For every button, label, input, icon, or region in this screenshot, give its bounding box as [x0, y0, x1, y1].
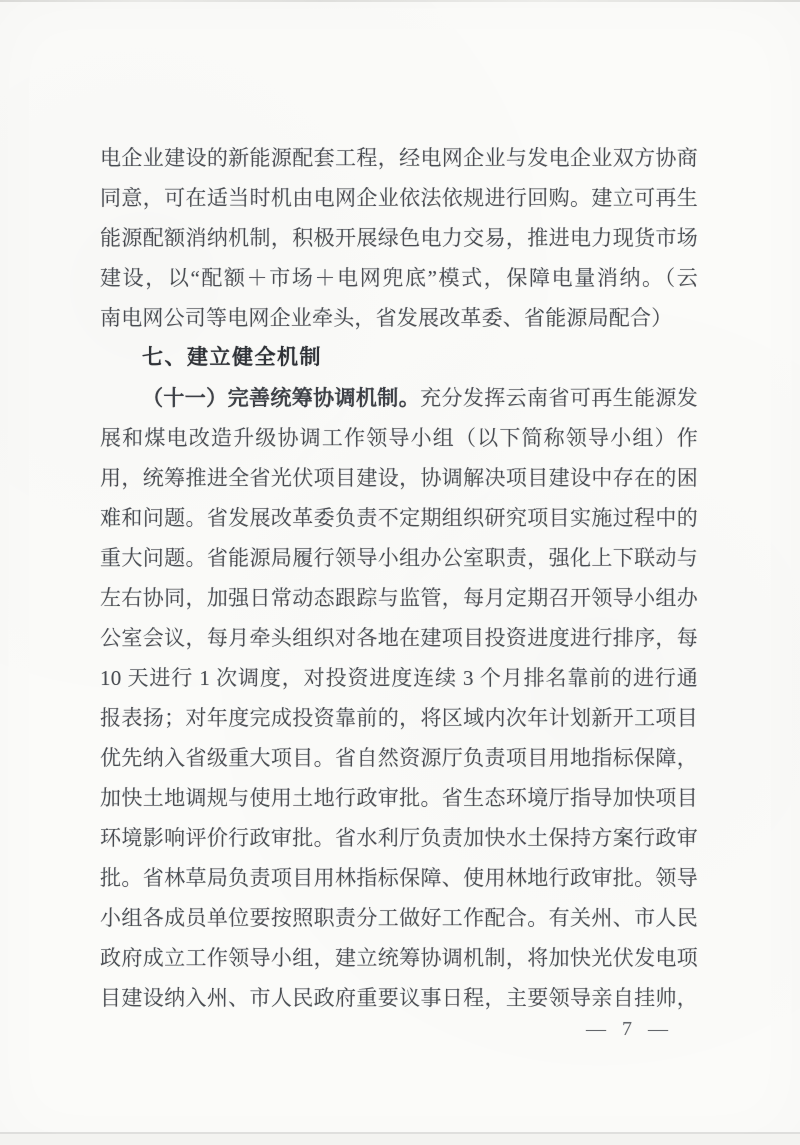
- page-number: — 7 —: [586, 1018, 669, 1040]
- body-line: 能源配额消纳机制，积极开展绿色电力交易，推进电力现货市场: [100, 226, 698, 250]
- body-line: 报表扬；对年度完成投资靠前的，将区域内次年计划新开工项目: [100, 706, 698, 730]
- scan-edge-top: [0, 0, 800, 2]
- document-body: [100, 138, 698, 1018]
- body-line: 用，统筹推进全省光伏项目建设，协调解决项目建设中存在的困: [100, 466, 698, 490]
- body-line: 加快土地调规与使用土地行政审批。省生态环境厅指导加快项目: [100, 786, 698, 810]
- body-text: 充分发挥云南省可再生能源发: [420, 386, 698, 410]
- body-line: 南电网公司等电网企业牵头，省发展改革委、省能源局配合）: [100, 306, 673, 330]
- body-line: 电企业建设的新能源配套工程，经电网企业与发电企业双方协商: [100, 146, 698, 170]
- body-line: 左右协同，加强日常动态跟踪与监管，每月定期召开领导小组办: [100, 586, 698, 610]
- subsection-title: （十一）完善统筹协调机制。: [142, 386, 421, 410]
- body-line: 批。省林草局负责项目用林指标保障、使用林地行政审批。领导: [100, 866, 698, 890]
- body-line: 建设，以“配额＋市场＋电网兜底”模式，保障电量消纳。（云: [100, 266, 698, 290]
- section-heading: 七、建立健全机制: [142, 346, 322, 369]
- body-line: [100, 378, 698, 418]
- body-line: 同意，可在适当时机由电网企业依法依规进行回购。建立可再生: [100, 186, 698, 210]
- body-line: 目建设纳入州、市人民政府重要议事日程，主要领导亲自挂帅，: [100, 986, 698, 1010]
- body-line: 10 天进行 1 次调度，对投资进度连续 3 个月排名靠前的进行通: [100, 666, 698, 690]
- body-line: 优先纳入省级重大项目。省自然资源厅负责项目用地指标保障，: [100, 746, 698, 770]
- body-line: 公室会议，每月牵头组织对各地在建项目投资进度进行排序，每: [100, 626, 698, 650]
- scan-edge-bottom-area: [0, 1134, 800, 1145]
- body-line: 展和煤电改造升级协调工作领导小组（以下简称领导小组）作: [100, 426, 698, 450]
- body-line: 环境影响评价行政审批。省水利厅负责加快水土保持方案行政审: [100, 826, 698, 850]
- body-line: 重大问题。省能源局履行领导小组办公室职责，强化上下联动与: [100, 546, 698, 570]
- body-line: 难和问题。省发展改革委负责不定期组织研究项目实施过程中的: [100, 506, 698, 530]
- body-line: 政府成立工作领导小组，建立统筹协调机制，将加快光伏发电项: [100, 946, 698, 970]
- body-line: 小组各成员单位要按照职责分工做好工作配合。有关州、市人民: [100, 906, 698, 930]
